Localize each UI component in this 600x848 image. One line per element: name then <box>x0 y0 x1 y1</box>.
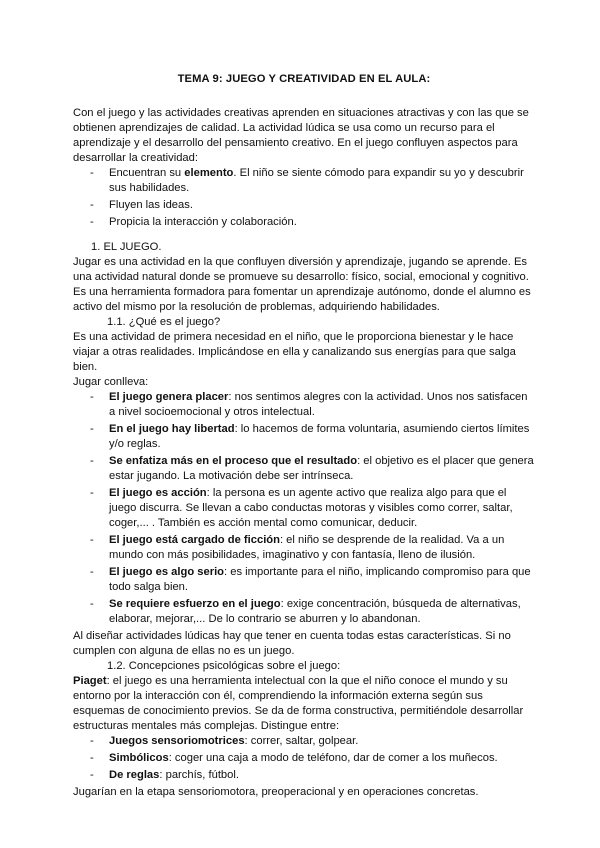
spacer <box>73 232 535 238</box>
subsection-heading: 1.1. ¿Qué es el juego? <box>107 316 221 328</box>
item-text: . El niño se siente cómodo para expandir su yo y descubrir sus habilidades. <box>109 167 524 194</box>
item-bold: Se enfatiza más en el proceso que el resultado <box>109 455 358 467</box>
item-text: : es importante para el niño, implicando compromiso para que todo salga bien. <box>109 566 531 593</box>
characteristics-list <box>73 390 535 627</box>
list-item <box>73 166 535 196</box>
list-item <box>73 565 535 595</box>
item-text: : parchís, fútbol. <box>159 769 239 781</box>
list-item <box>73 454 535 484</box>
list-item <box>73 751 535 766</box>
item-bold: El juego es acción <box>109 487 207 499</box>
item-bold: Juegos sensoriomotrices <box>109 735 245 747</box>
section-paragraph <box>73 674 535 734</box>
section-paragraph: Al diseñar actividades lúdicas hay que tener en cuenta todas estas características. Si no cumplen con alguna de ellas no es un juego. <box>73 630 511 657</box>
list-lead: Jugar conlleva: <box>73 376 149 388</box>
list-item <box>73 768 535 783</box>
list-item <box>73 597 535 627</box>
item-text: : correr, saltar, golpear. <box>244 735 359 747</box>
intro-paragraph: Con el juego y las actividades creativas aprenden en situaciones atractivas y con las que se obtienen aprendizajes de calidad. La actividad lúdica se usa como un recurso para el aprendizaje y el desarrollo del pensamiento creativo. En el juego confluyen aspectos para desarrollar la creatividad: <box>73 107 529 164</box>
item-text: : lo hacemos de forma voluntaria, asumiendo ciertos límites y/o reglas. <box>109 423 530 450</box>
item-bold: Simbólicos <box>109 752 169 764</box>
item-text: Fluyen las ideas. <box>109 199 193 211</box>
item-text: Propicia la interacción y colaboración. <box>109 216 297 228</box>
item-text: : nos sentimos alegres con la actividad. Unos nos satisfacen a nivel socioemocional y otros intelectual. <box>109 391 528 418</box>
item-text: Encuentran su <box>109 167 185 179</box>
item-text: : el objetivo es el placer que genera estar jugando. La motivación debe ser intrínseca. <box>109 455 534 482</box>
item-bold: En el juego hay libertad <box>109 423 235 435</box>
item-bold: De reglas <box>109 769 160 781</box>
author-name: Piaget <box>73 675 107 687</box>
section-paragraph: Jugar es una actividad en la que confluyen diversión y aprendizaje, jugando se aprende. Es una actividad natural donde se promueve su desarrollo: físico, social, emocional y cognitivo. Es una herramienta formadora para fomentar un aprendizaje autónomo, donde el alumno es activo del mismo por la resolución de problemas, adquiriendo habilidades. <box>73 256 531 313</box>
item-text: : el juego es una herramienta intelectual con la que el niño conoce el mundo y su entorno por la interacción con él, comprendiendo la información externa según sus esquemas de conocimiento previos. Se da de forma constructiva, permitiéndole desarrollar estructuras mentales más complejas. Distingue entre: <box>73 675 524 732</box>
item-text: : el niño se desprende de la realidad. Va a un mundo con más posibilidades, imaginativo y con fantasía, lleno de ilusión. <box>109 534 505 561</box>
item-bold: Se requiere esfuerzo en el juego <box>109 598 281 610</box>
item-text: : la persona es un agente activo que realiza algo para que el juego discurra. Se llevan a cabo conductas motoras y visibles como correr, saltar, coger,... . También es acción mental como comunicar, deducir. <box>109 487 513 529</box>
section-paragraph: Jugarían en la etapa sensoriomotora, preoperacional y en operaciones concretas. <box>73 786 479 798</box>
list-item <box>73 422 535 452</box>
list-item <box>73 390 535 420</box>
game-types-list <box>73 734 535 783</box>
list-item <box>73 734 535 749</box>
subsection-heading: 1.2. Concepciones psicológicas sobre el juego: <box>107 660 341 672</box>
item-text: : exige concentración, búsqueda de alternativas, elaborar, mejorar,... De lo contrario se aburren y lo abandonan. <box>109 598 521 625</box>
document-title: TEMA 9: JUEGO Y CREATIVIDAD EN EL AULA: <box>177 73 431 85</box>
list-item <box>73 486 535 531</box>
intro-list <box>73 166 535 230</box>
list-item <box>73 198 535 213</box>
item-bold: El juego es algo serio <box>109 566 225 578</box>
list-item <box>73 215 535 230</box>
item-bold: El juego genera placer <box>109 391 229 403</box>
item-bold: El juego está cargado de ficción <box>109 534 280 546</box>
item-bold: elemento <box>184 167 234 179</box>
document-page <box>73 72 535 800</box>
list-item <box>73 533 535 563</box>
section-paragraph: Es una actividad de primera necesidad en el niño, que le proporciona bienestar y le hace viajar a otras realidades. Implicándose en ella y canalizando sus energías para que salga bien. <box>73 331 516 373</box>
item-text: : coger una caja a modo de teléfono, dar de comer a los muñecos. <box>168 752 498 764</box>
section-heading: 1. EL JUEGO. <box>91 241 162 253</box>
